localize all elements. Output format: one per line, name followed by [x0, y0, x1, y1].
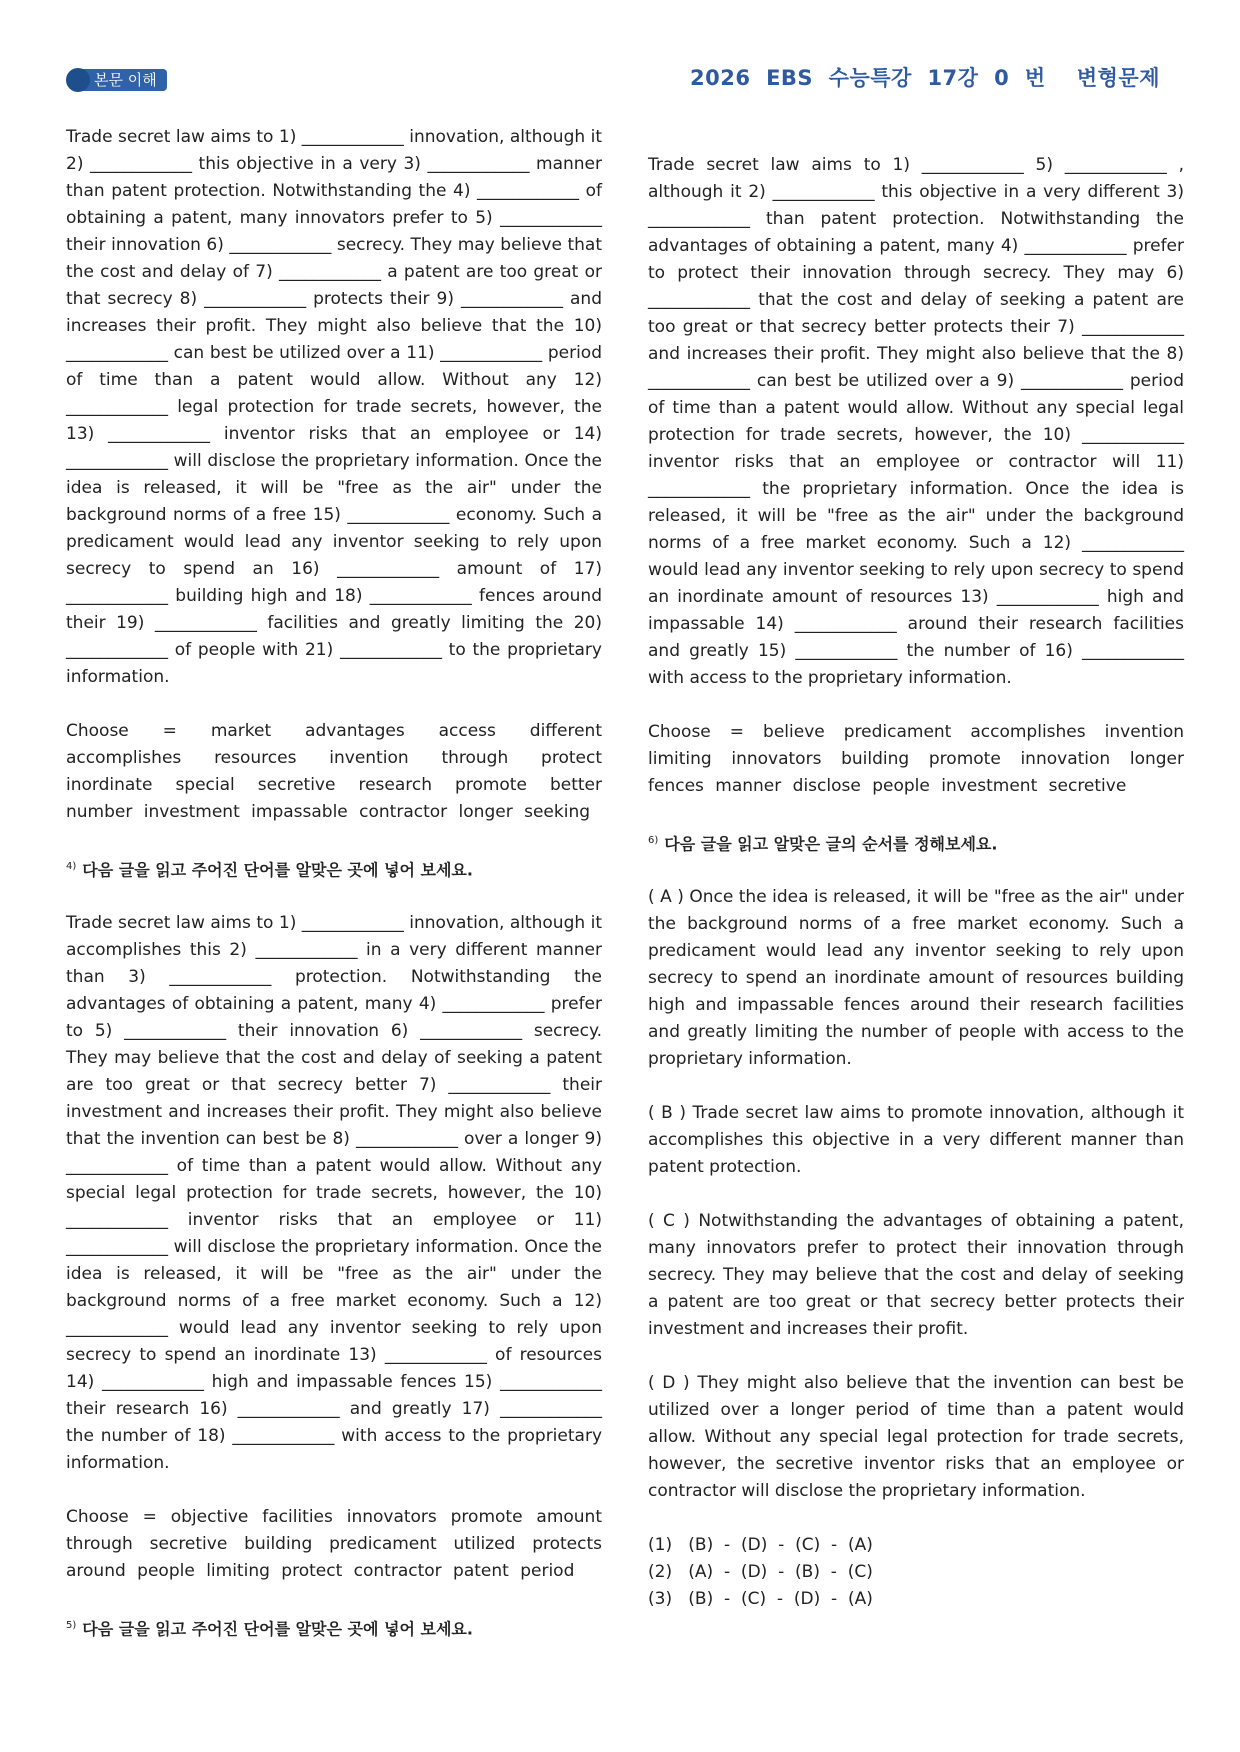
word-bank-5: Choose = believe predicament accomplishes invention limiting innovators building promote innovation longer fences manner disclose people investment secretive — [648, 722, 1184, 796]
question-5-instruction: 다음 글을 읽고 주어진 단어를 알맞은 곳에 넣어 보세요. — [82, 1619, 473, 1639]
page-header — [66, 62, 1160, 100]
section-badge — [66, 68, 167, 92]
badge-circle-icon — [66, 68, 90, 92]
question-5-number: 5) — [66, 1620, 77, 1632]
question-5-title — [66, 1612, 602, 1642]
question-6-title — [648, 827, 1184, 857]
order-paragraph-b: ( B ) Trade secret law aims to promote innovation, although it accomplishes this objective in a very different manner than patent protection. — [648, 1103, 1184, 1178]
left-column — [66, 124, 602, 1670]
question-4-title — [66, 853, 602, 883]
question-6-instruction: 다음 글을 읽고 알맞은 글의 순서를 정해보세요. — [664, 834, 998, 854]
question-4-instruction: 다음 글을 읽고 주어진 단어를 알맞은 곳에 넣어 보세요. — [82, 860, 473, 880]
passage-fill-blank-5: Trade secret law aims to 1) ____________ 5) ____________ , although it 2) ____________ this objective in a very different 3) ____________ than patent protection. Notwithstanding the advantages of obtaining a patent, many 4) ____________ prefer to protect their innovation through secrecy. They may 6) ____________ that the cost and delay of seeking a patent are too great or that secrecy better protects their 7) ____________ and increases their profit. They might also believe that the 8) ____________ can best be utilized over a 9) ____________ period of time than a patent would allow. Without any special legal protection for trade secrets, however, the 10) ____________ inventor risks that an employee or contractor will 11) ____________ the proprietary information. Once the idea is released, it will be "free as the air" under the background norms of a free market economy. Such a 12) ____________ would lead any inventor seeking to rely upon secrecy to spend an inordinate amount of resources 13) ____________ high and impassable 14) ____________ around their research facilities and greatly 15) ____________ the number of 16) ____________ with access to the proprietary information. — [648, 155, 1184, 688]
word-bank-1: Choose = market advantages access different accomplishes resources invention through protect inordinate special secretive research promote better number investment impassable contractor longer seeking — [66, 721, 602, 822]
answer-option-2: (2) (A) - (D) - (B) - (C) — [648, 1562, 873, 1583]
passage-fill-blank-1: Trade secret law aims to 1) ____________ innovation, although it 2) ____________ this objective in a very 3) ____________ manner than patent protection. Notwithstanding the 4) ____________ of obtaining a patent, many innovators prefer to 5) ____________ their innovation 6) ____________ secrecy. They may believe that the cost and delay of 7) ____________ a patent are too great or that secrecy 8) ____________ protects their 9) ____________ and increases their profit. They might also believe that the 10) ____________ can best be utilized over a 11) ____________ period of time than a patent would allow. Without any 12) ____________ legal protection for trade secrets, however, the 13) ____________ inventor risks that an employee or 14) ____________ will disclose the proprietary information. Once the idea is released, it will be "free as the air" under the background norms of a free 15) ____________ economy. Such a predicament would lead any inventor seeking to rely upon secrecy to spend an 16) ____________ amount of 17) ____________ building high and 18) ____________ fences around their 19) ____________ facilities and greatly limiting the 20) ____________ of people with 21) ____________ to the proprietary information. — [66, 127, 602, 687]
passage-fill-blank-4: Trade secret law aims to 1) ____________ innovation, although it accomplishes this 2) ____________ in a very different manner than 3) ____________ protection. Notwithstanding the advantages of obtaining a patent, many 4) ____________ prefer to 5) ____________ their innovation 6) ____________ secrecy. They may believe that the cost and delay of seeking a patent are too great or that secrecy better 7) ____________ their investment and increases their profit. They might also believe that the invention can best be 8) ____________ over a longer 9) ____________ of time than a patent would allow. Without any special legal protection for trade secrets, however, the 10) ____________ inventor risks that an employee or 11) ____________ will disclose the proprietary information. Once the idea is released, it will be "free as the air" under the background norms of a free market economy. Such a 12) ____________ would lead any inventor seeking to rely upon secrecy to spend an inordinate 13) ____________ of resources 14) ____________ high and impassable fences 15) ____________ their research 16) ____________ and greatly 17) ____________ the number of 18) ____________ with access to the proprietary information. — [66, 913, 602, 1474]
question-6-number: 6) — [648, 835, 659, 846]
answer-option-3: (3) (B) - (C) - (D) - (A) — [648, 1589, 873, 1610]
word-bank-4: Choose = objective facilities innovators promote amount through secretive building predicament utilized protects around people limiting protect contractor patent period — [66, 1507, 602, 1582]
question-4-number: 4) — [66, 861, 77, 872]
answer-option-1: (1) (B) - (D) - (C) - (A) — [648, 1535, 873, 1556]
order-paragraph-d: ( D ) They might also believe that the invention can best be utilized over a longer period of time than a patent would allow. Without any special legal protection for trade secrets, however, the secretive inventor risks that an employee or contractor will disclose the proprietary information. — [648, 1373, 1184, 1502]
order-paragraph-c: ( C ) Notwithstanding the advantages of obtaining a patent, many innovators prefer to protect their innovation through secrecy. They may believe that the cost and delay of seeking a patent are too great or that secrecy better protects their investment and increases their profit. — [648, 1211, 1184, 1340]
section-badge-label: 본문 이해 — [78, 69, 167, 91]
order-paragraph-a: ( A ) Once the idea is released, it will be "free as the air" under the background norms of a free market economy. Such a predicament would lead any inventor seeking to rely upon secrecy to spend an inordinate amount of resources building high and impassable fences around their research facilities and greatly limiting the number of people with access to the proprietary information. — [648, 887, 1184, 1070]
right-column — [648, 152, 1184, 1613]
page-title: 2026 EBS 수능특강 17강 0 번 변형문제 — [690, 66, 1160, 90]
